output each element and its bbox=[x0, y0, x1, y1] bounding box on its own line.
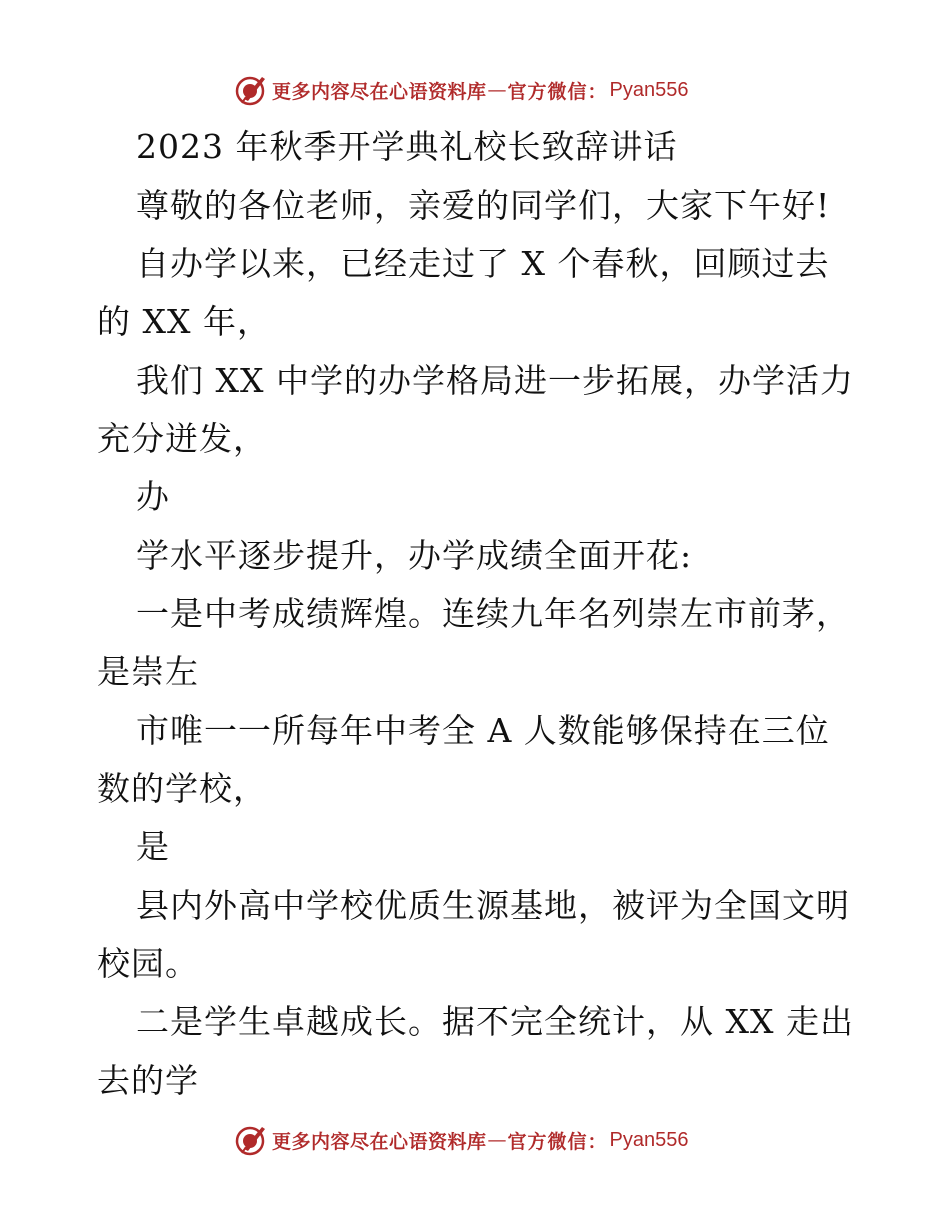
text-line: 二是学生卓越成长。据不完全统计，从 XX 走出 bbox=[136, 1002, 854, 1041]
text-line: 一是中考成绩辉煌。连续九年名列崇左市前茅， bbox=[136, 594, 850, 633]
watermark-brand: 更多内容尽在心语资料库 bbox=[272, 80, 487, 103]
text-line: 学水平逐步提升，办学成绩全面开花: bbox=[136, 536, 693, 575]
watermark-wechat-label: 官方微信： bbox=[507, 80, 608, 103]
text-line: 是崇左 bbox=[97, 652, 199, 691]
text-line: 去的学 bbox=[97, 1061, 199, 1100]
watermark-dash: — bbox=[487, 1129, 507, 1151]
quill-logo-icon bbox=[234, 1123, 268, 1157]
watermark-brand: 更多内容尽在心语资料库 bbox=[272, 1130, 487, 1153]
text-line: 数的学校， bbox=[97, 769, 267, 808]
text-line: 尊敬的各位老师，亲爱的同学们，大家下午好! bbox=[136, 186, 831, 225]
watermark-wechat-id: Pyan556 bbox=[609, 78, 689, 101]
text-line: 县内外高中学校优质生源基地，被评为全国文明 bbox=[136, 886, 850, 925]
text-line: 的 XX 年， bbox=[97, 302, 271, 341]
watermark-dash: — bbox=[487, 79, 507, 101]
watermark-wechat-id: Pyan556 bbox=[609, 1128, 689, 1151]
footer-watermark bbox=[234, 1122, 689, 1158]
text-line: 自办学以来，已经走过了 X 个春秋，回顾过去 bbox=[136, 244, 830, 283]
watermark-wechat-label: 官方微信： bbox=[507, 1130, 608, 1153]
text-line: 我们 XX 中学的办学格局进一步拓展，办学活力 bbox=[136, 361, 854, 400]
text-line: 办 bbox=[136, 477, 170, 516]
text-line: 校园。 bbox=[97, 944, 199, 983]
quill-logo-icon bbox=[234, 73, 268, 107]
text-line: 充分迸发， bbox=[97, 419, 267, 458]
header-watermark bbox=[234, 72, 689, 108]
text-line: 是 bbox=[136, 827, 170, 866]
document-title: 2023 年秋季开学典礼校长致辞讲话 bbox=[136, 127, 678, 166]
text-line: 市唯一一所每年中考全 A 人数能够保持在三位 bbox=[136, 711, 830, 750]
